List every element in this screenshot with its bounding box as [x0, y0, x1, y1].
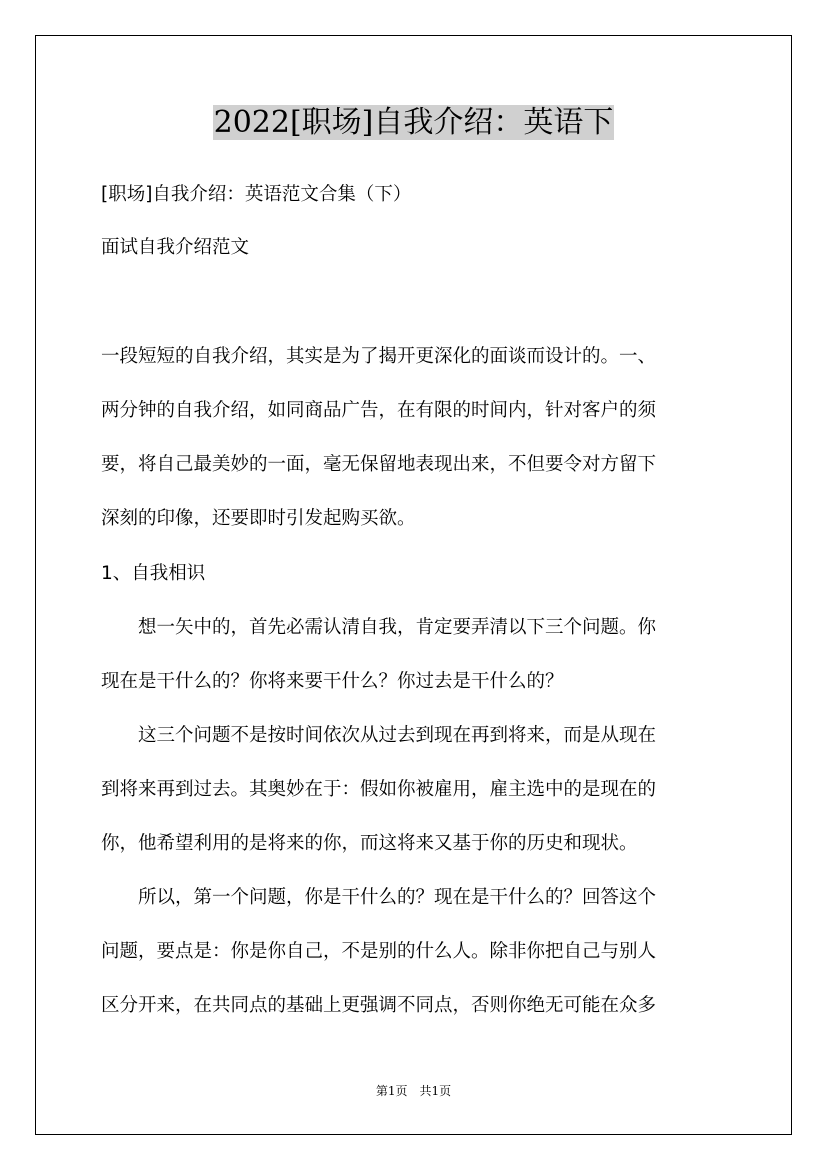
text-line: 到将来再到过去。其奥妙在于：假如你被雇用，雇主选中的是现在的	[101, 779, 657, 800]
text-line: 两分钟的自我介绍，如同商品广告，在有限的时间内，针对客户的须	[101, 400, 657, 421]
text-line: 问题，要点是：你是你自己，不是别的什么人。除非你把自己与别人	[101, 941, 657, 962]
text-line: 现在是干什么的？你将来要干什么？你过去是干什么的？	[101, 671, 564, 692]
text-line: 所以，第一个问题，你是干什么的？现在是干什么的？回答这个	[101, 887, 657, 908]
section-heading: 面试自我介绍范文	[101, 237, 250, 258]
text-line: 区分开来，在共同点的基础上更强调不同点，否则你绝无可能在众多	[101, 995, 657, 1016]
list-heading: 1、自我相识	[101, 563, 206, 584]
title-text: 2022[职场]自我介绍：英语下	[213, 105, 614, 140]
text-line: 想一矢中的，首先必需认清自我，肯定要弄清以下三个问题。你	[101, 617, 657, 638]
document-title	[0, 102, 827, 144]
text-line: 深刻的印像，还要即时引发起购买欲。	[101, 508, 416, 529]
text-line: 这三个问题不是按时间依次从过去到现在再到将来，而是从现在	[101, 725, 657, 746]
subtitle-line: [职场]自我介绍：英语范文合集（下）	[101, 184, 412, 205]
page-footer: 第1页 共1页	[375, 1084, 452, 1098]
text-line: 你，他希望利用的是将来的你，而这将来又基于你的历史和现状。	[101, 833, 638, 854]
text-line: 一段短短的自我介绍，其实是为了揭开更深化的面谈而设计的。一、	[101, 346, 657, 367]
text-line: 要，将自己最美妙的一面，毫无保留地表现出来，不但要令对方留下	[101, 454, 657, 475]
